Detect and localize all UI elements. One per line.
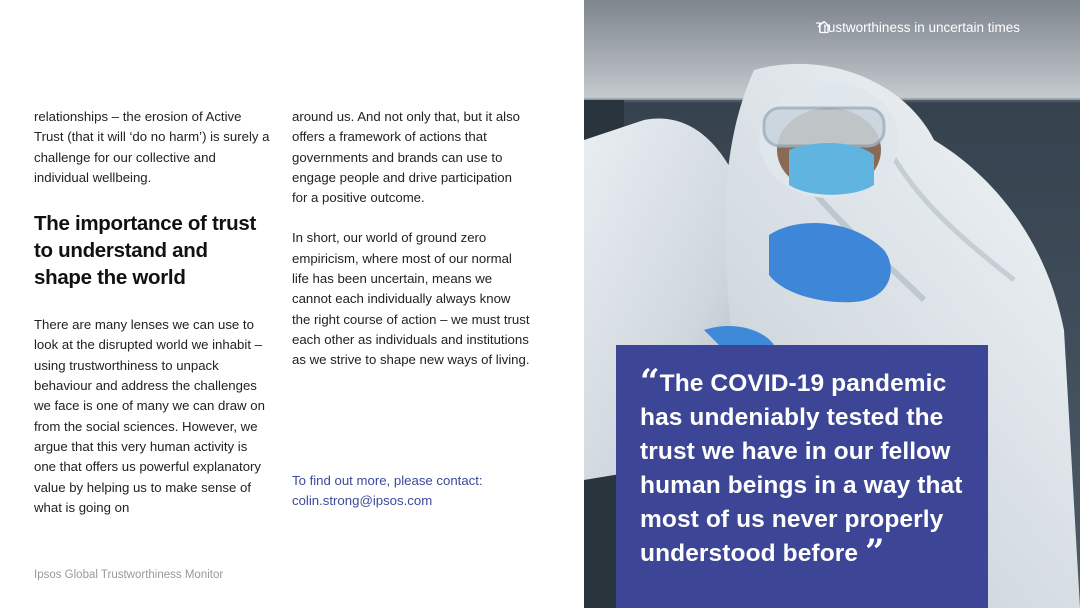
home-icon[interactable] [1030, 19, 1046, 35]
contact-label: To find out more, please contact: [292, 473, 483, 488]
section-title: Trustworthiness in uncertain times [815, 19, 1020, 35]
publication-name: Ipsos Global Trustworthiness Monitor [34, 569, 224, 581]
body-paragraph: In short, our world of ground zero empiricism, where most of our normal life has been uncertain, means we cannot each individually always know the right course of action – we must trust each other as individuals and institutions as we strive to shape new ways of living. [292, 230, 530, 368]
body-paragraph: around us. And not only that, but it also offers a framework of actions that governments and brands can use to engage people and drive participation for a positive outcome. [292, 109, 521, 206]
open-quote-mark: “ [640, 362, 660, 402]
pull-quote [640, 362, 964, 572]
section-header [816, 19, 1046, 35]
pull-quote-text: The COVID-19 pandemic has undeniably tested the trust we have in our fellow human beings in a way that most of us never properly understood before [640, 370, 963, 567]
text-column-right [292, 107, 530, 371]
body-paragraph: relationships – the erosion of Active Trust (that it will ‘do no harm’) is surely a challenge for our collective and individual wellbeing. [34, 109, 270, 185]
body-paragraph: There are many lenses we can use to look at the disrupted world we inhabit – using trustworthiness to unpack behaviour and address the challenges we face is one of many we can draw on from the social sciences. However, we argue that this very human activity is one that offers us powerful explanatory value by helping us to make sense of what is going on [34, 317, 265, 515]
section-heading: The importance of trust to understand and shape the world [34, 212, 257, 290]
contact-email-link[interactable]: colin.strong@ipsos.com [292, 493, 433, 509]
pull-quote-box [616, 345, 988, 608]
page-number: 12 [1033, 569, 1046, 581]
contact-block [292, 471, 532, 512]
text-column-left [34, 107, 270, 518]
close-quote-mark: ” [865, 532, 885, 572]
